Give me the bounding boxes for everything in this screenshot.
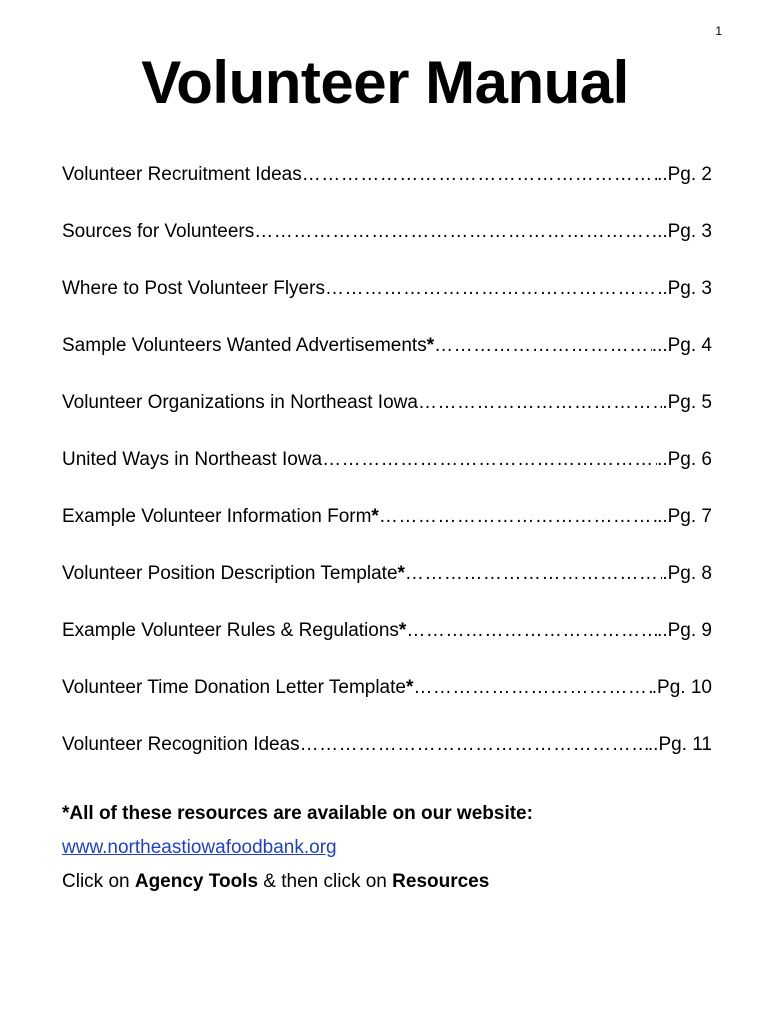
toc-item-page: .Pg. 10: [651, 677, 712, 698]
toc-item-label: Sample Volunteers Wanted Advertisements*: [62, 335, 435, 356]
toc-item-label: Volunteer Recruitment Ideas: [62, 164, 302, 185]
toc-item-label: Volunteer Position Description Template*: [62, 563, 405, 584]
table-of-contents: [62, 158, 712, 785]
toc-dot-leader: [405, 557, 662, 590]
resources-heading: *All of these resources are available on our website:: [62, 803, 533, 824]
toc-item-page: ..Pg. 2: [657, 164, 712, 185]
page-title: Volunteer Manual: [141, 49, 629, 116]
toc-dot-leader: [300, 728, 648, 761]
toc-item: [62, 671, 712, 728]
toc-item-page: ..Pg. 11: [647, 734, 712, 755]
toc-item: [62, 158, 712, 215]
page-number: 1: [715, 24, 722, 38]
toc-item: [62, 329, 712, 386]
toc-item-label: Volunteer Time Donation Letter Template*: [62, 677, 414, 698]
toc-dot-leader: [418, 386, 662, 419]
toc-dot-leader: [254, 215, 652, 248]
toc-dot-leader: [413, 671, 651, 704]
toc-item-page: ..Pg. 6: [657, 449, 712, 470]
toc-asterisk: *: [398, 620, 407, 641]
toc-item-page: .Pg. 5: [662, 392, 712, 413]
toc-item: [62, 443, 712, 500]
toc-item-label: Example Volunteer Information Form*: [62, 506, 379, 527]
toc-item-label: Volunteer Organizations in Northeast Iowa: [62, 392, 418, 413]
toc-item-page: .Pg. 3: [662, 278, 712, 299]
toc-item-page: .Pg. 8: [662, 563, 712, 584]
resources-label: Resources: [392, 871, 490, 892]
toc-item: [62, 272, 712, 329]
toc-item: [62, 728, 712, 785]
toc-dot-leader: [325, 272, 662, 305]
toc-item: [62, 500, 712, 557]
toc-dot-leader: [379, 500, 657, 533]
toc-asterisk: *: [397, 563, 405, 584]
toc-dot-leader: [406, 614, 657, 647]
toc-item-label: Volunteer Recognition Ideas: [62, 734, 300, 755]
toc-asterisk: *: [405, 677, 414, 698]
toc-item-page: ..Pg. 9: [657, 620, 712, 641]
toc-item: [62, 557, 712, 614]
toc-asterisk: *: [426, 335, 435, 356]
toc-asterisk: *: [371, 506, 379, 527]
toc-item-label: United Ways in Northeast Iowa: [62, 449, 323, 470]
toc-item-label: Sources for Volunteers: [62, 221, 255, 242]
resources-instruction: Click on Agency Tools & then click on Resources: [62, 871, 490, 892]
website-link[interactable]: www.northeastiowafoodbank.org: [62, 837, 337, 858]
toc-item-page: ..Pg. 7: [657, 506, 712, 527]
agency-tools-label: Agency Tools: [134, 871, 259, 892]
toc-item: [62, 215, 712, 272]
toc-item-label: Where to Post Volunteer Flyers: [62, 278, 325, 299]
toc-item-page: ...Pg. 4: [651, 335, 712, 356]
toc-item-page: ...Pg. 3: [651, 221, 712, 242]
toc-item: [62, 614, 712, 671]
toc-item-label: Example Volunteer Rules & Regulations*: [62, 620, 407, 641]
toc-dot-leader: [434, 329, 652, 362]
toc-dot-leader: [322, 443, 657, 476]
toc-dot-leader: [302, 158, 657, 191]
resources-note: [62, 797, 722, 899]
toc-item: [62, 386, 712, 443]
